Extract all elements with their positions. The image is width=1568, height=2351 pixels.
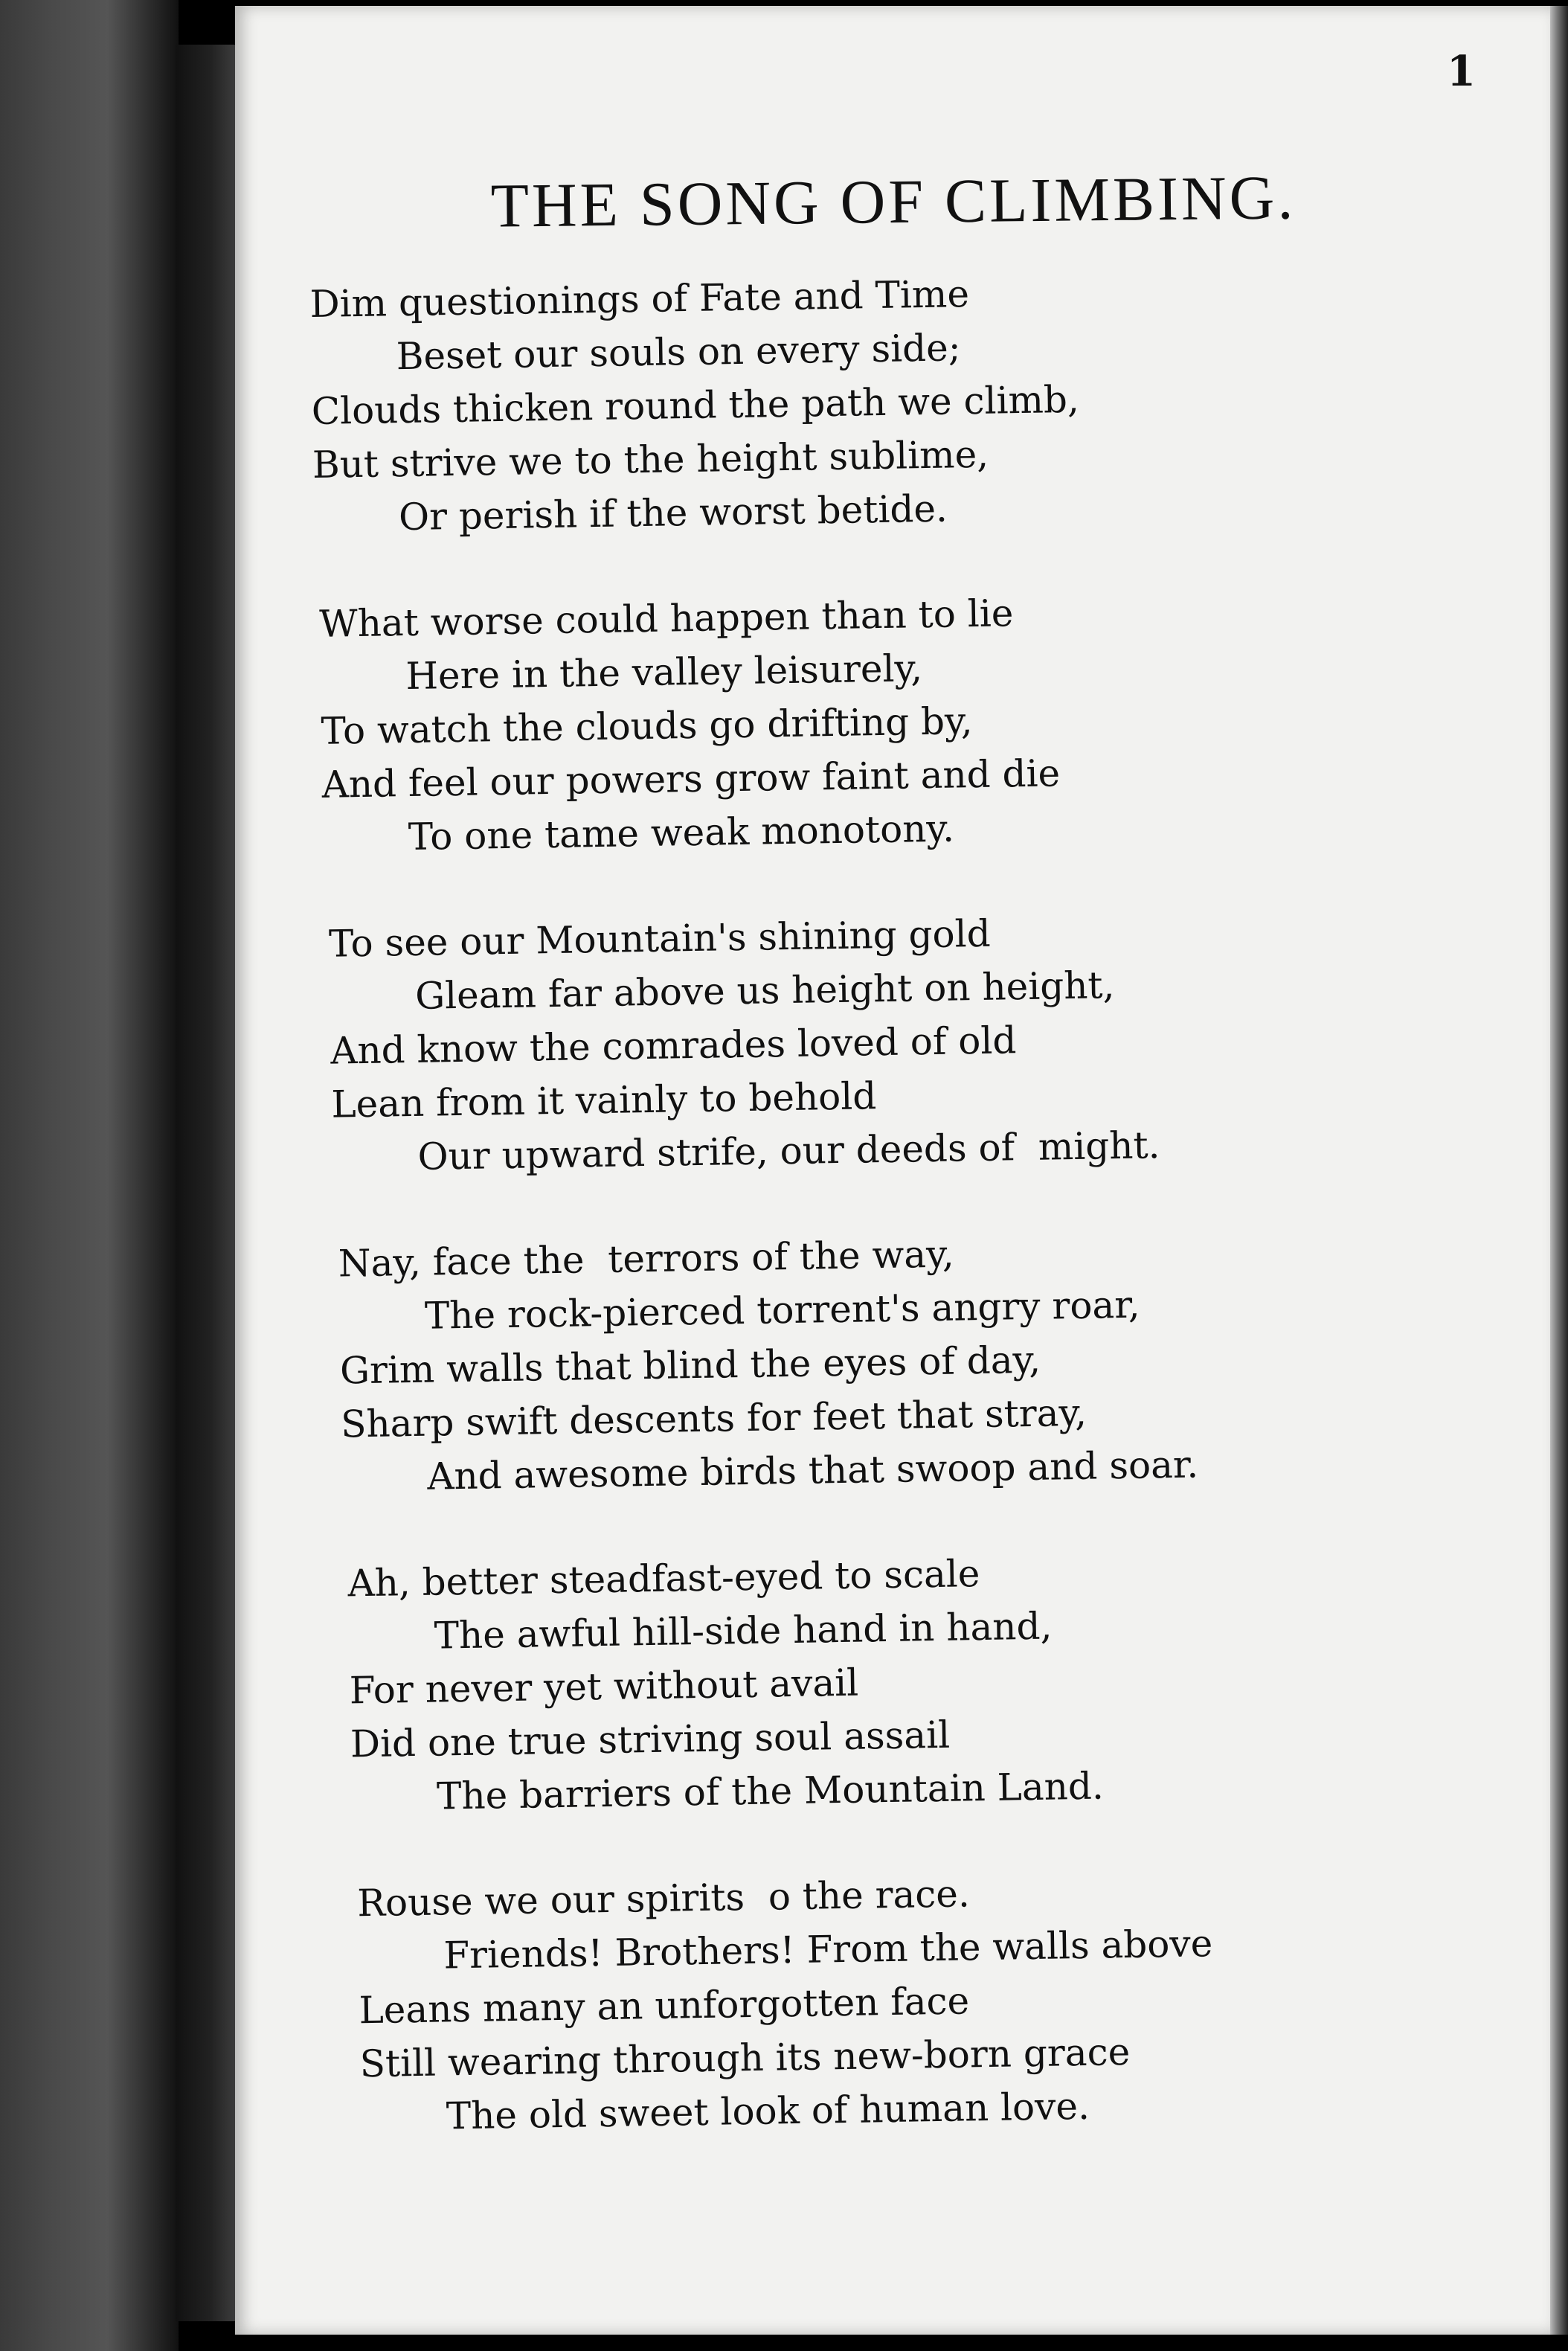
poem-line: Beset our souls on every side;	[396, 326, 961, 379]
poem-line: Nay, face the terrors of the way,	[338, 1232, 955, 1286]
poem-line: Gleam far above us height on height,	[414, 963, 1115, 1018]
poem-line: Still wearing through its new-born grace	[359, 2030, 1131, 2086]
poem-line: For never yet without avail	[349, 1661, 859, 1713]
poem-line: The awful hill-side hand in hand,	[434, 1604, 1053, 1658]
poem-line: But strive we to the height sublime,	[312, 432, 989, 487]
poem-line: Clouds thicken round the path we climb,	[311, 377, 1080, 433]
stanza	[324, 1219, 1488, 1504]
poem-line: To watch the clouds go drifting by,	[321, 699, 973, 753]
poem-line: Rouse we our spirits o the race.	[356, 1872, 971, 1925]
stanza	[335, 1858, 1499, 2144]
page-edge	[1550, 6, 1568, 2335]
stanza	[315, 579, 1479, 865]
poem-line: Lean from it vainly to behold	[331, 1074, 877, 1126]
book-page	[235, 6, 1550, 2335]
stanza	[320, 899, 1484, 1184]
poem-line: Friends! Brothers! From the walls above	[443, 1922, 1213, 1978]
poem-line: And feel our powers grow faint and die	[321, 751, 1061, 806]
stanza	[309, 259, 1474, 545]
poem-line: Our upward strife, our deeds of might.	[417, 1123, 1160, 1178]
poem-line: Grim walls that blind the eyes of day,	[339, 1338, 1041, 1393]
poem-line: The rock-pierced torrent's angry roar,	[424, 1283, 1140, 1338]
poem-line: And awesome birds that swoop and soar.	[426, 1443, 1199, 1498]
poem-line: Ah, better steadfast-eyed to scale	[347, 1552, 980, 1606]
page-number: 1	[1447, 47, 1476, 96]
poem-line: What worse could happen than to lie	[318, 591, 1014, 646]
book-gutter	[176, 45, 235, 2321]
book-spine	[0, 0, 179, 2351]
poem-line: And know the comrades loved of old	[330, 1019, 1017, 1073]
poem-line: Dim questionings of Fate and Time	[309, 272, 970, 326]
poem-line: To one tame weak monotony.	[408, 806, 955, 859]
poem-body	[309, 259, 1500, 2196]
poem-line: Did one true striving soul assail	[350, 1713, 951, 1766]
stanza	[330, 1539, 1494, 1824]
poem-line: Sharp swift descents for feet that stray,	[340, 1391, 1087, 1446]
poem-line: The old sweet look of human love.	[446, 2084, 1090, 2138]
poem-line: Leans many an unforgotten face	[359, 1979, 970, 2033]
poem-line: Or perish if the worst betide.	[398, 487, 948, 539]
poem-title: THE SONG OF CLIMBING.	[490, 163, 1297, 241]
poem-line: The barriers of the Mountain Land.	[436, 1764, 1105, 1818]
poem-line: Here in the valley leisurely,	[405, 647, 923, 699]
poem-line: To see our Mountain's shining gold	[328, 911, 992, 966]
